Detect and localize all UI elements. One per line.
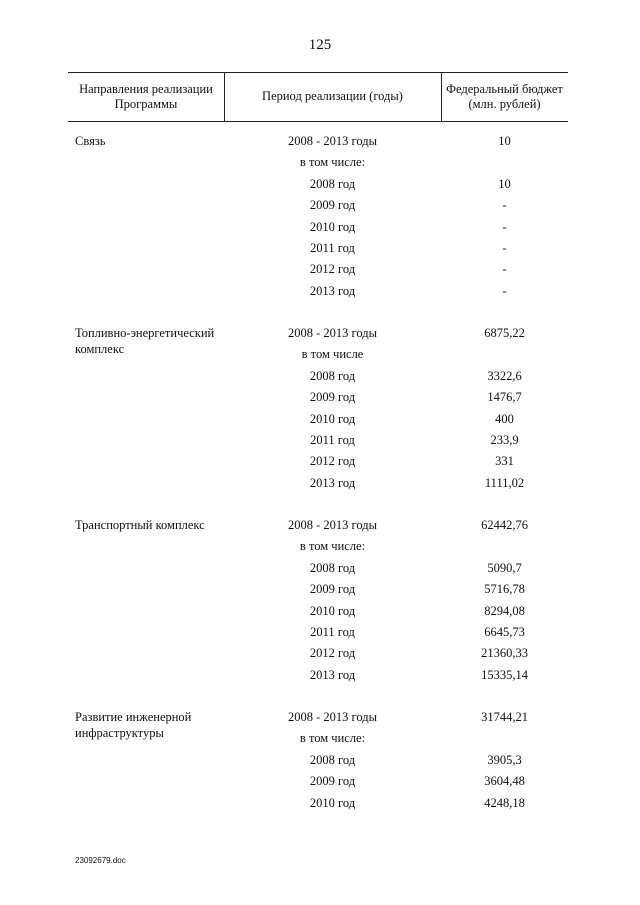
table-row	[0, 752, 640, 773]
table-row	[0, 240, 640, 261]
row-value: 5090,7	[487, 560, 522, 575]
table-row	[0, 368, 640, 389]
table-row	[0, 538, 640, 559]
row-period: 2013 год	[309, 667, 356, 682]
row-period: в том числе:	[299, 155, 366, 170]
row-period: 2010 год	[309, 603, 356, 618]
table-row	[0, 283, 640, 304]
table-row	[0, 219, 640, 240]
row-period: 2012 год	[309, 454, 356, 469]
row-period: 2008 год	[309, 752, 356, 767]
table-row	[0, 432, 640, 453]
row-value: 62442,76	[481, 518, 528, 532]
table-row	[0, 197, 640, 218]
table-row	[0, 133, 640, 154]
row-period: 2009 год	[309, 582, 356, 597]
row-period: в том числе:	[299, 731, 366, 746]
row-period: 2012 год	[309, 262, 356, 277]
table-row	[0, 603, 640, 624]
row-value: -	[502, 219, 507, 234]
row-period: 2011 год	[310, 433, 355, 447]
row-value: 400	[495, 411, 514, 426]
table-row	[0, 645, 640, 666]
row-value: 5716,78	[484, 582, 525, 597]
table-row	[0, 176, 640, 197]
row-value: 3604,48	[484, 774, 525, 789]
table-row	[0, 709, 640, 730]
row-period: 2012 год	[309, 646, 356, 661]
row-value: 31744,21	[481, 710, 528, 724]
row-value: -	[502, 198, 507, 213]
row-value: 21360,33	[481, 646, 528, 661]
table-row	[0, 517, 640, 538]
row-period: 2008 год	[309, 176, 356, 191]
table-row	[0, 624, 640, 645]
table-row	[0, 325, 640, 346]
row-value: -	[502, 262, 507, 277]
row-period: 2009 год	[309, 198, 356, 213]
row-value: 6645,73	[484, 625, 525, 639]
row-period: 2009 год	[309, 390, 356, 405]
row-period: 2008 - 2013 годы	[287, 134, 377, 148]
table-row	[0, 773, 640, 794]
header-directions: Направления реализации Программы	[79, 81, 213, 111]
row-value: 1111,02	[484, 475, 525, 490]
section-name: Развитие инженерной инфраструктуры	[75, 710, 192, 740]
section-name: Топливно-энергетический комплекс	[75, 326, 215, 356]
table-row	[0, 730, 640, 751]
section-name: Связь	[75, 134, 106, 148]
table-row	[0, 389, 640, 410]
table-row	[0, 154, 640, 175]
row-value: 6875,22	[484, 326, 525, 340]
row-value: 331	[495, 454, 514, 469]
row-value: 4248,18	[484, 795, 525, 810]
row-value: 8294,08	[484, 603, 525, 618]
row-value: -	[502, 241, 507, 255]
table-header-bottom-rule	[68, 121, 568, 122]
row-value: 1476,7	[487, 390, 522, 405]
row-period: 2011 год	[310, 241, 355, 255]
row-period: 2013 год	[309, 283, 356, 298]
row-value: -	[502, 283, 507, 298]
row-value: 15335,14	[481, 667, 528, 682]
header-period: Период реализации (годы)	[262, 89, 403, 103]
table-row	[0, 261, 640, 282]
row-period: в том числе	[301, 347, 364, 362]
table-row	[0, 346, 640, 367]
row-period: 2013 год	[309, 475, 356, 490]
table-row	[0, 560, 640, 581]
row-value: 3322,6	[487, 368, 522, 383]
row-period: 2010 год	[309, 795, 356, 810]
row-period: 2008 - 2013 годы	[287, 710, 377, 724]
row-value: 233,9	[490, 433, 519, 447]
table-row	[0, 453, 640, 474]
row-period: 2008 год	[309, 368, 356, 383]
row-period: 2009 год	[309, 774, 356, 789]
table-row	[0, 411, 640, 432]
header-budget: Федеральный бюджет (млн. рублей)	[446, 81, 563, 111]
table-row	[0, 795, 640, 816]
row-value: 10	[498, 134, 511, 148]
row-period: 2008 год	[309, 560, 356, 575]
row-value: 10	[498, 176, 511, 191]
table-row	[0, 475, 640, 496]
footer-filename: 23092679.doc	[75, 856, 126, 865]
section-name: Транспортный комплекс	[75, 518, 205, 532]
table-row	[0, 667, 640, 688]
row-period: 2008 - 2013 годы	[287, 326, 377, 340]
row-period: 2010 год	[309, 219, 356, 234]
row-value: 3905,3	[487, 752, 522, 767]
row-period: 2011 год	[310, 625, 355, 639]
row-period: 2008 - 2013 годы	[287, 518, 377, 532]
row-period: 2010 год	[309, 411, 356, 426]
page-number: 125	[308, 37, 332, 53]
table-row	[0, 581, 640, 602]
row-period: в том числе:	[299, 539, 366, 554]
